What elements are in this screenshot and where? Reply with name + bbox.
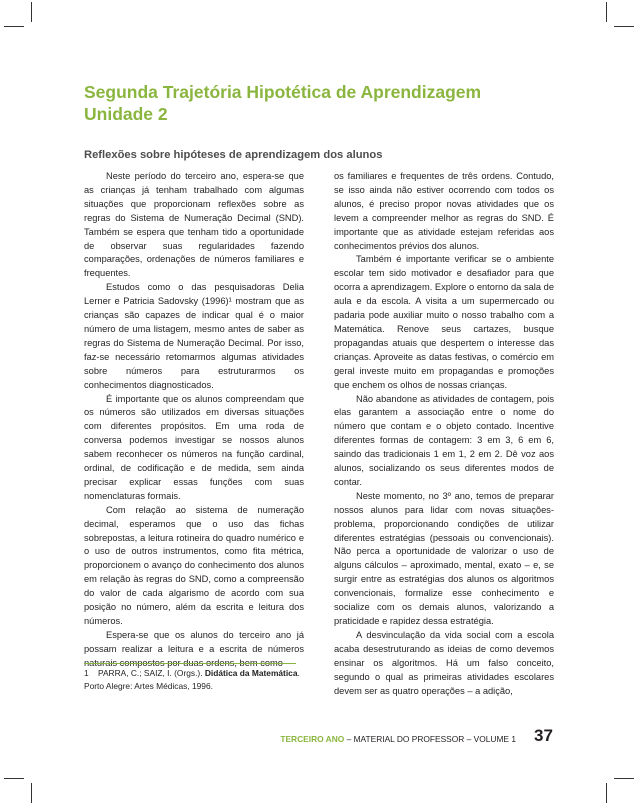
crop-mark [606, 783, 607, 803]
crop-mark [614, 778, 634, 779]
footnote-marker: 1 [84, 668, 89, 678]
footnote: 1 PARRA, C.; SAIZ, I. (Orgs.). Didática da Matemática. Porto Alegre: Artes Médicas, 1996. [84, 668, 300, 691]
footer-series: TERCEIRO ANO [280, 734, 345, 744]
crop-mark [606, 2, 607, 22]
paragraph: Neste período do terceiro ano, espera-se que as crianças já tenham trabalhado com algumas situações que proporcionam reflexões sobre as regras do Sistema de Numeração Decimal (SND). Também se espera que tenham tido a oportunidade de observar suas regularidades fazendo comparações, ordenações de números familiares e frequentes. [84, 171, 304, 279]
paragraph: Com relação ao sistema de numeração decimal, esperamos que o uso das fichas sobrepostas, a leitura rotineira do quadro numérico e o uso de outros instrumentos, como fita métrica, proporcionem o avanço do conhecimento dos alunos em relação às regras do SND, como a compreensão do valor de cada algarismo de acordo com sua posição no número, além da escrita e leitura dos números. [84, 504, 304, 626]
crop-mark [31, 783, 32, 803]
footnote-divider [84, 663, 296, 664]
paragraph: Não abandone as atividades de contagem, pois elas garantem a associação entre o nome do número que contam e o objeto contado. Incentive diferentes formas de contagem: 3 em 3, 6 em 6, saindo das tradicionais 1 em 1, 2 em 2. Dê voz aos alunos, socializando os seus diferentes modos de contar. [334, 393, 554, 487]
page-number: 37 [534, 726, 553, 745]
right-column [334, 170, 554, 698]
footer-text: – MATERIAL DO PROFESSOR – VOLUME 1 [344, 734, 516, 744]
paragraph: É importante que os alunos compreendam que os números são utilizados em diversas situações com diferentes propósitos. Em uma roda de conversa podemos investigar se nossos alunos sabem reconhecer os números na função cardinal, ordinal, de codificação e de medida, sem ainda precisar explicar essas funções com suas nomenclaturas formais. [84, 393, 304, 501]
unit-title: Unidade 2 [84, 104, 168, 124]
footnote-authors: PARRA, C.; SAIZ, I. (Orgs.). [97, 668, 203, 678]
crop-mark [614, 26, 634, 27]
footnote-publisher: Porto Alegre: Artes Médicas, 1996. [84, 681, 213, 691]
paragraph: Neste momento, no 3º ano, temos de preparar nossos alunos para lidar com novas situações-problema, proporcionando condições de utilizar diferentes estratégias (pessoais ou convencionais). Não perca a oportunidade de valorizar o uso de alguns cálculos – aproximado, mental, exato – e, se surgir entre as estratégias dos alunos os algoritmos convencionais, formalize esse conhecimento e socialize com os demais alunos, valorizando a praticidade e rapidez dessa estratégia. [334, 490, 554, 626]
paragraph: os familiares e frequentes de três ordens. Contudo, se isso ainda não estiver ocorrendo com todos os alunos, é preciso propor novas atividades que os levem a compreender melhor as regras do SND. É importante que as atividade estejam referidas aos conhecimentos prévios dos alunos. [334, 171, 554, 251]
paragraph: Espera-se que os alunos do terceiro ano já possam realizar a leitura e a escrita de números [84, 629, 304, 654]
paragraph: Estudos como o das pesquisadoras Delia Lerner e Patricia Sadovsky (1996)¹ mostram que as crianças são capazes de indicar qual é o maior número de uma listagem, mesmo antes de saber as regras do Sistema de Numeração Decimal. Por isso, faz-se necessário retomarmos algumas atividades sobre números para estruturarmos os conhecimentos diagnosticados. [84, 282, 304, 390]
paragraph: A desvinculação da vida social com a escola acaba desestruturando as ideias de como devemos ensinar os algoritmos. Há um falso conceito, segundo o qual as primeiras atividades escolares devem ser as quatro operações – a adição, [334, 629, 554, 696]
page-title: Segunda Trajetória Hipotética de Aprendizagem [84, 82, 482, 102]
footnote-book-title: Didática da Matemática [204, 668, 298, 678]
crop-mark [4, 778, 24, 779]
crop-mark [31, 2, 32, 22]
section-subtitle: Reflexões sobre hipóteses de aprendizagem dos alunos [84, 149, 383, 161]
paragraph: Também é importante verificar se o ambiente escolar tem sido motivador e desafiador para que ocorra a aprendizagem. Explore o entorno da sala de aula e da escola. A visita a um supermercado ou padaria pode auxiliar muito o nosso trabalho com a Matemática. Renove seus cartazes, busque propagandas atuais que despertem o interesse das crianças. Aproveite as datas festivas, o comércio em geral investe muito em propagandas e promoções que enchem os olhos de nossas crianças. [334, 254, 554, 390]
crop-mark [4, 26, 24, 27]
left-column [84, 170, 304, 671]
page-footer [280, 734, 516, 744]
